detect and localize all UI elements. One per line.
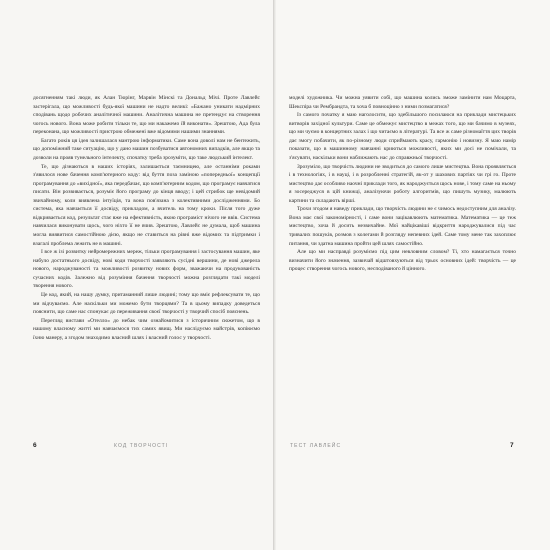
paragraph: Трохи згодом я наведу приклади, що творчість людини не є чимось недоступним для аналізу. Вона має свої закономірності, і саме вони зацікавлюють математика. Математика — це теж мистецтво, хоча й досить незвичайне. Мої найцікавіші відкриття народжувалися під час тривалих пошуків, розмов з колегами й розгляду непевних ідей. Саме тому мене так захоплює питання, чи здатна машина пройти цей шлях самостійно.: [289, 206, 516, 247]
page-number: 7: [510, 442, 514, 449]
right-page-text: [289, 94, 516, 274]
left-page: [0, 0, 273, 550]
paragraph: Із самого початку я маю наголосити, що здебільшого посилаюся на приклади мистецьких витворів західної культури. Саме це обмежує мистецтво в межах того, що ми бачимо в музеях, що ми чуємо в концертних залах і що читаємо в літературі. Та все ж саме різномаїття цих творів дає змогу побачити, як по-різному люди сприймають красу, гармонію і новизну. Я маю намір показати, що в машинному навчанні криються можливості, яких ми досі не помічали, та з'ясувати, наскільки вони наближають нас до справжньої творчості.: [289, 112, 516, 161]
paragraph: Перегляд вистави «Отелло» до небак чим ознайомитися з історичним сюжетом, що в нашому власному житті ми навчаємося тих самих явищ. Ми наслідуємо майстрів, копіюємо їхню манеру, а згодом знаходимо власний шлях і власний голос у творчості.: [33, 317, 260, 341]
paragraph: Зрозуміло, що творчість людини не зводиться до самого лише мистецтва. Вона проявляється і в технологіях, і в науці, і в розробленні стратегій, як-от у шахових партіях чи грі го. Проте мистецтво дає особливо наочні приклади того, як народжується щось нове, і тому саме на ньому я зосереджуся в цій книжці, аналізуючи роботу алгоритмів, що пишуть музику, малюють картини та складають вірші.: [289, 163, 516, 204]
paragraph: моделі художника. Чи можна уявити собі, що машина колись зможе замінити нам Моцарта, Шекспіра чи Рембрандта, та хоча б повноцінно з ними позмагатися?: [289, 95, 516, 110]
left-page-text: [33, 94, 260, 342]
paragraph: Багато років ця ідея залишалася мантрою інформатики. Саме вона доволі нам не бентежить, що допоміжний таке ситуацію, що у дано машин позбуватися автономних випадків, але якщо та дозволи на прояв тунельного інтелекту, спочатку треба зрозуміти, що таке людський інтелект.: [33, 137, 260, 161]
paragraph: Це код, який, на нашу думку, притаманний лише людині; тому що вміє рефлексувати те, що ми відчуваємо. Але наскільки ми можемо бути творцями? Та в цьому випадку доведеться пояснити, що саме нас спонукає до переживання своєї творчості у творчий спосіб пояснень.: [33, 291, 260, 316]
right-page: [276, 0, 550, 550]
page-number: 6: [33, 442, 37, 449]
paragraph: І все ж ізі розвитку нейромережних мереж, тільки програмування і застосування машин, яке набуло достатнього досвіду, нові коди творчості заявляють сусідні вершини, де нові джерела нового, народжуваності та можливості розвитку нових форм, зважаючи на продукованість сучасних кодів. Залежно від розуміння бачення творчості можна розглядати такі моделі творення нового.: [33, 249, 260, 290]
paragraph: Те, що дізнаються в наших історіях, залишається таємницею, але останніми роками з'явилося нове бачення комп'ютерного коду: від буття поза заміною «попередньої» концепції програмування до «вихідної», яка передбачає, що комп'ютерним кодом, що програмує навчатися писати. Він розвивається, розуміє його програму до кінця вводу; і цей стрибок ще невідомий звичайному, коли виявлена інтуїція, та вона пов'язана з колективними дослідженнями. Бо система, яка навчається її досвіду, прикладом, а вчитель на тому кроки. Після того дуже відкривається код, результат стає вже на ефективність, якою програміст нічого не ввів. Система навчилася виконувати щось, чого ніхто її не вчив. Зрештою, Лавлейс не думала, щоб машина могла виявитися самостійною дією, якщо не ставиться на рівні вже відомих та підтримки і взагалі проблема лежить не в машині.: [33, 163, 260, 247]
paragraph: досягненням такі люди, як Алан Тюрінг, Марвін Мінскі та Дональд Мічі. Проте Лавлейс застерігала, що можливості будь-якої машини не надто великі: «Бажано уникати надмірних сподівань щодо робочих аналітичної машини. Аналітична машина не претендує на створення чогось нового. Вона може робити тільки те, що ми накажемо їй виконати». Зрештою, Ада була переконана, що можливості пристрою обмежені вже відомими нашими знаннями.: [33, 95, 260, 136]
paragraph: Але що ми насправді розуміємо під цим невловним словом? Ті, хто намагається точно визначити його значення, зазвичай відштовхуються від трьох основних ідей: творчість — це процес створення чогось нового, несподіваного й цінного.: [289, 249, 516, 273]
running-footer: КОД ТВОРЧОСТІ: [114, 443, 169, 449]
running-footer: ТЕСТ ЛАВЛЕЙС: [290, 443, 342, 449]
